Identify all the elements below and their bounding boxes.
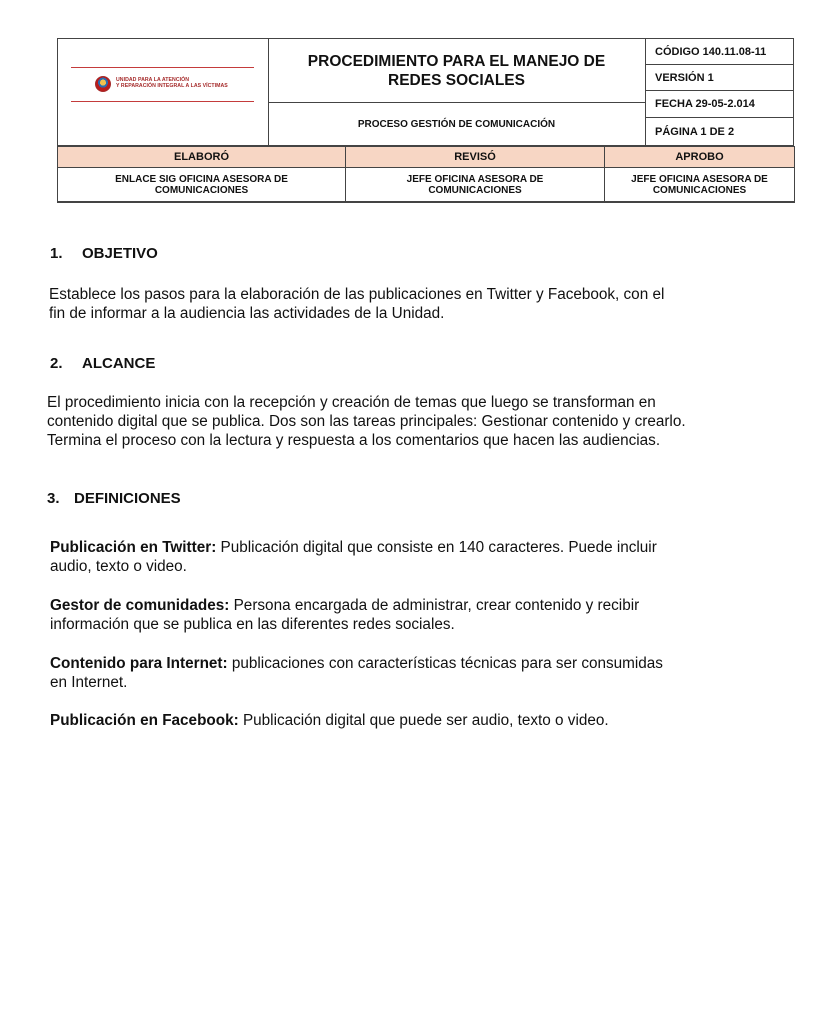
definition-term: Contenido para Internet: — [50, 655, 228, 672]
definition-text-line1: Publicación digital que puede ser audio, texto o video. — [238, 712, 609, 729]
reviso-header: REVISÓ — [346, 147, 605, 168]
definition-item — [50, 711, 750, 730]
definition-term: Publicación en Twitter: — [50, 539, 217, 556]
definition-text-line2: audio, texto o video. — [50, 558, 187, 575]
definition-text-line1: Persona encargada de administrar, crear contenido y recibir — [229, 597, 640, 614]
aprobo-header: APROBO — [605, 147, 795, 168]
definition-text-line1: Publicación digital que consiste en 140 caracteres. Puede incluir — [216, 539, 657, 556]
elaboro-value-line2: COMUNICACIONES — [154, 184, 249, 196]
definition-term: Publicación en Facebook: — [50, 712, 239, 729]
aprobo-value-line1: JEFE OFICINA ASESORA DE — [631, 173, 768, 185]
elaboro-value — [58, 168, 346, 203]
logo-text-line1: UNIDAD PARA LA ATENCIÓN — [116, 77, 189, 83]
section-title: DEFINICIONES — [74, 490, 181, 507]
process-name: PROCESO GESTIÓN DE COMUNICACIÓN — [268, 103, 646, 145]
definition-term: Gestor de comunidades: — [50, 597, 230, 614]
section-number: 1. — [50, 245, 63, 262]
version-field: VERSIÓN 1 — [646, 65, 793, 91]
section-heading-objetivo — [50, 245, 158, 262]
definition-text-line2: en Internet. — [50, 674, 128, 691]
objetivo-line1: Establece los pasos para la elaboración de las publicaciones en Twitter y Facebook, con el — [49, 286, 665, 303]
logo-text-line2: Y REPARACIÓN INTEGRAL A LAS VÍCTIMAS — [116, 83, 228, 89]
alcance-paragraph — [47, 393, 752, 450]
logo-text — [116, 77, 256, 89]
logo-top-rule — [71, 67, 254, 68]
logo-cell — [58, 39, 269, 145]
alcance-line2: contenido digital que se publica. Dos son las tareas principales: Gestionar contenido y crearlo. — [47, 413, 686, 430]
reviso-value-line2: COMUNICACIONES — [428, 184, 522, 196]
elaboro-value-line1: ENLACE SIG OFICINA ASESORA DE — [115, 173, 288, 185]
definition-text-line1: publicaciones con características técnicas para ser consumidas — [227, 655, 663, 672]
definition-text-line2: información que se publica en las diferentes redes sociales. — [50, 616, 455, 633]
objetivo-paragraph — [49, 285, 749, 323]
reviso-value-line1: JEFE OFICINA ASESORA DE — [406, 173, 544, 185]
fecha-field: FECHA 29-05-2.014 — [646, 91, 793, 118]
objetivo-line2: fin de informar a la audiencia las actividades de la Unidad. — [49, 305, 445, 322]
document-header — [57, 38, 794, 146]
coat-of-arms-icon — [95, 76, 111, 92]
section-heading-definiciones — [47, 490, 181, 507]
section-title: ALCANCE — [82, 355, 156, 372]
elaboro-header: ELABORÓ — [58, 147, 346, 168]
reviso-value — [346, 168, 605, 203]
signature-value-row — [58, 168, 795, 203]
signature-header-row — [58, 147, 795, 168]
definition-item — [50, 654, 750, 692]
section-heading-alcance — [50, 355, 155, 372]
document-title-line1: PROCEDIMIENTO PARA EL MANEJO DE — [307, 52, 606, 70]
alcance-line1: El procedimiento inicia con la recepción y creación de temas que luego se transforman en — [47, 394, 656, 411]
definition-item — [50, 538, 750, 576]
document-title — [268, 39, 646, 103]
logo-bottom-rule — [71, 101, 254, 102]
codigo-field: CÓDIGO 140.11.08-11 — [646, 39, 793, 65]
aprobo-value — [605, 168, 795, 203]
definition-item — [50, 596, 750, 634]
pagina-field: PÁGINA 1 DE 2 — [655, 125, 735, 138]
section-number: 2. — [50, 355, 63, 372]
alcance-line3: Termina el proceso con la lectura y respuesta a los comentarios que hacen las audiencias. — [47, 432, 661, 449]
section-number: 3. — [47, 490, 60, 507]
signature-table — [57, 146, 795, 203]
document-title-line2: REDES SOCIALES — [388, 71, 525, 89]
section-title: OBJETIVO — [82, 245, 158, 262]
aprobo-value-line2: COMUNICACIONES — [652, 184, 747, 196]
